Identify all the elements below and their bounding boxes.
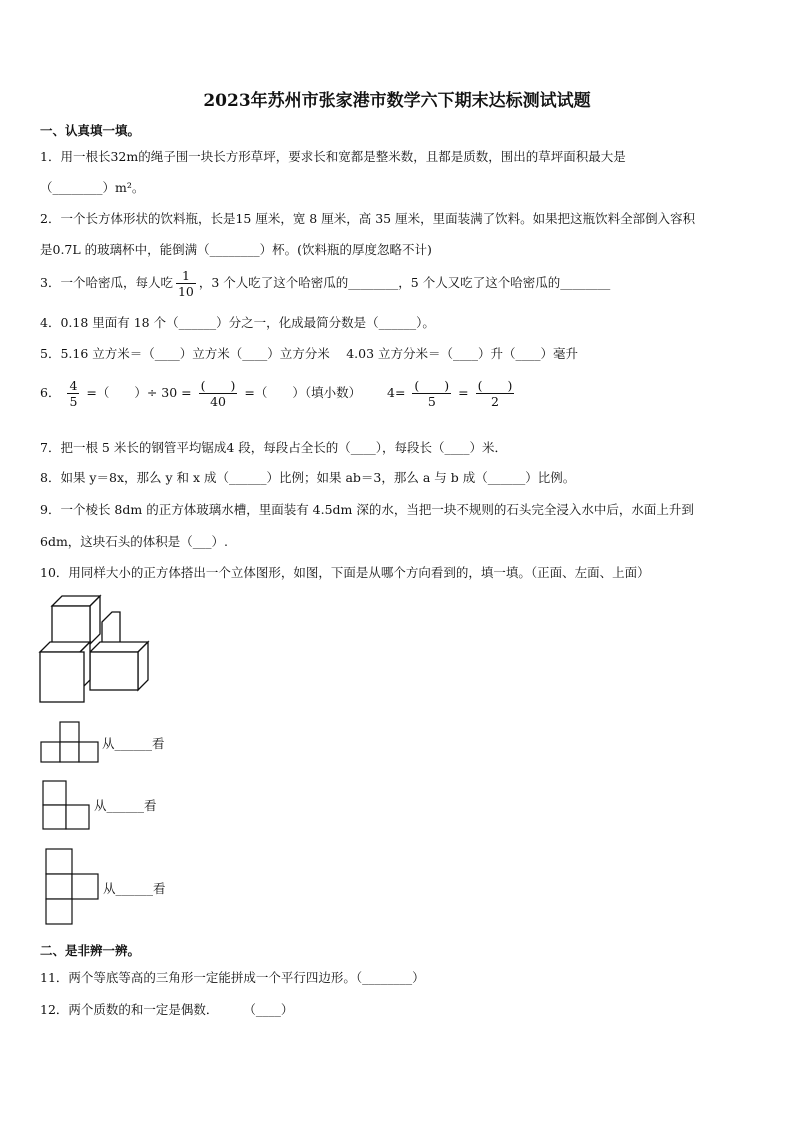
- question-1-line-1: 1．用一根长32m的绳子围一块长方形草坪，要求长和宽都是整米数，且都是质数，围出的草坪面积最大是: [40, 149, 626, 164]
- section-heading-2: 二、是非辨一辨。: [40, 943, 141, 958]
- question-11: 11．两个等底等高的三角形一定能拼成一个平行四边形。（________）: [40, 970, 425, 985]
- fraction-blank-40: $\frac{( )}{40}$: [200, 378, 236, 409]
- fraction-denominator: 10: [177, 284, 194, 299]
- question-10: 10．用同样大小的正方体搭出一个立体图形，如图，下面是从哪个方向看到的，填一填。（正面、左面、上面）: [40, 565, 650, 580]
- question-6-part-b: 4= $\frac{( )}{5}$ = $\frac{( )}{2}$: [387, 378, 513, 409]
- question-1-line-2: （________）m²。: [40, 180, 145, 195]
- question-2-line-2: 是0.7L 的玻璃杯中，能倒满（________）杯。(饮料瓶的厚度忽略不计): [40, 242, 432, 257]
- question-3-text-b: ，3 个人吃了这个哈密瓜的________，5 个人又吃了这个哈密瓜的________: [198, 275, 611, 290]
- fraction-blank-5: $\frac{( )}{5}$: [414, 378, 450, 409]
- question-6: [40, 378, 361, 409]
- view-label-2: 从______看: [94, 798, 157, 813]
- view-diagram-2: [42, 780, 92, 830]
- question-12: 12．两个质数的和一定是偶数． （____）: [40, 1002, 294, 1017]
- question-9-line-1: 9．一个棱长 8dm 的正方体玻璃水槽，里面装有 4.5dm 深的水，当把一块不规则的石头完全浸入水中后，水面上升到: [40, 502, 694, 517]
- question-9-line-2: 6dm，这块石头的体积是（___）.: [40, 534, 229, 549]
- question-6-middle: =（ ）÷ 30 =: [86, 385, 192, 400]
- fraction-4-5: $\frac{4}{5}$: [69, 378, 78, 409]
- question-8: 8．如果 y＝8x，那么 y 和 x 成（______）比例；如果 ab＝3，那么 a 与 b 成（______）比例。: [40, 470, 576, 485]
- view-diagram-1: [40, 721, 100, 763]
- question-6-label: 6．: [40, 385, 61, 400]
- question-7: 7．把一根 5 米长的钢管平均锯成4 段，每段占全长的（____），每段长（____）米．: [40, 440, 508, 455]
- question-3-text-a: 3．一个哈密瓜，每人吃: [40, 275, 173, 290]
- question-4: 4．0.18 里面有 18 个（______）分之一，化成最简分数是（______）。: [40, 315, 435, 330]
- question-3: [40, 268, 610, 299]
- view-diagram-3: [45, 848, 101, 926]
- cube-figure: [36, 592, 156, 704]
- section-heading-1: 一、认真填一填。: [40, 123, 141, 138]
- question-6-end: =（ ）（填小数）: [244, 385, 362, 400]
- view-label-1: 从______看: [102, 736, 165, 751]
- fraction-one-tenth: [176, 268, 196, 299]
- page-title: 2023年苏州市张家港市数学六下期末达标测试试题: [203, 91, 591, 111]
- fraction-blank-2: $\frac{( )}{2}$: [477, 378, 513, 409]
- question-2-line-1: 2．一个长方体形状的饮料瓶，长是15 厘米，宽 8 厘米，高 35 厘米，里面装满了饮料。如果把这瓶饮料全部倒入容积: [40, 211, 696, 226]
- view-label-3: 从______看: [103, 881, 166, 896]
- fraction-numerator: 1: [181, 268, 190, 283]
- question-5: 5．5.16 立方米＝（____）立方米（____）立方分米 4.03 立方分米＝（____）升（____）毫升: [40, 346, 579, 361]
